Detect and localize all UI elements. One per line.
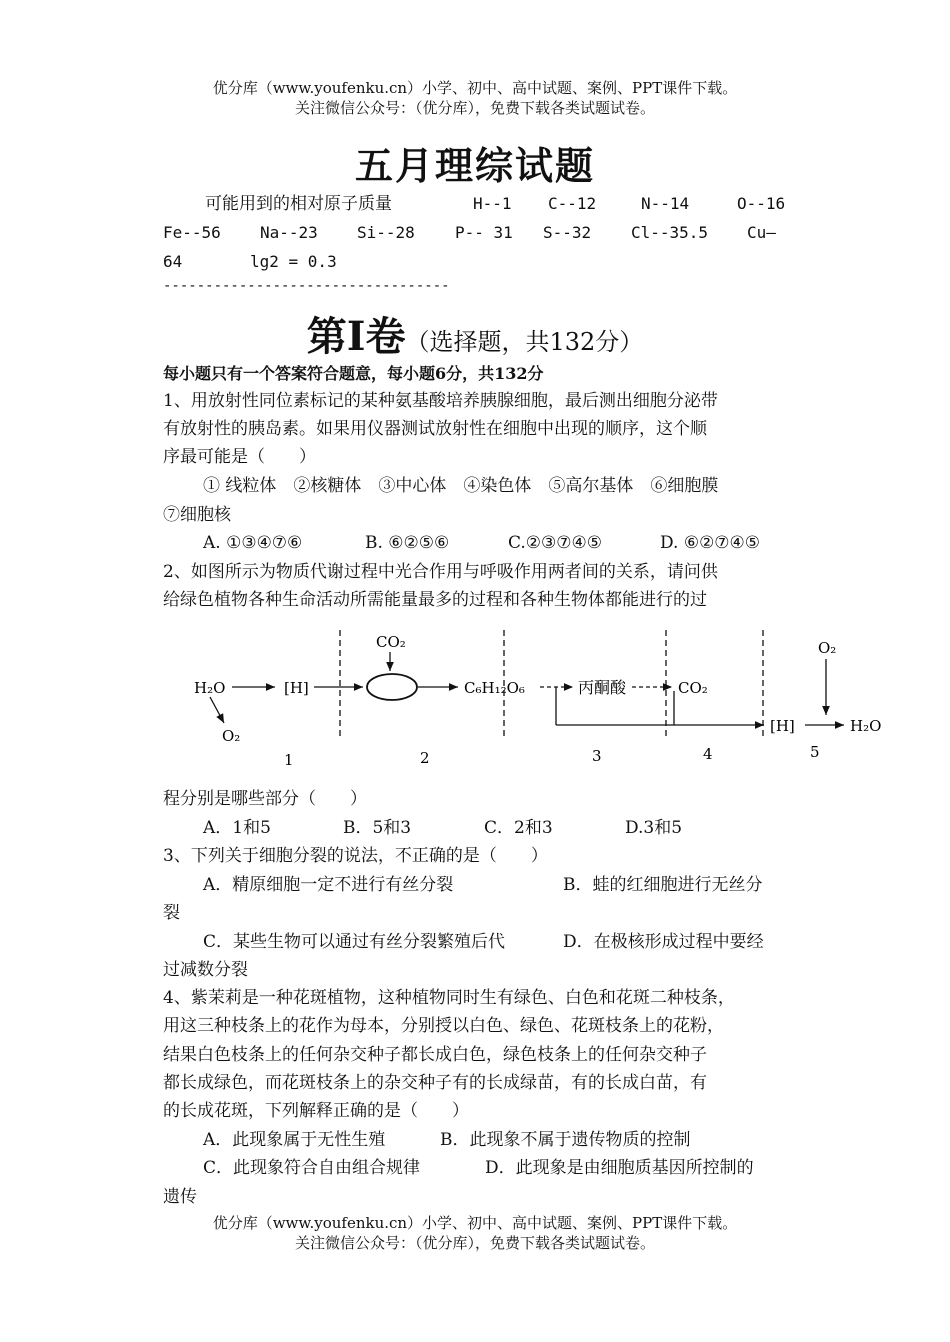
mass-fe: Fe--56: [163, 223, 221, 242]
q2-option-d: D.3和5: [625, 818, 683, 838]
q4-option-b: B．此现象不属于遗传物质的控制: [440, 1130, 691, 1150]
h-left: [H]: [284, 679, 309, 697]
mass-h: H--1: [473, 194, 512, 213]
q4-line-4: 都长成绿色，而花斑枝条上的杂交种子有的长成绿苗，有的长成白苗，有: [163, 1073, 707, 1093]
co2-right: CO₂: [678, 679, 708, 697]
q4-line-3: 结果白色枝条上的任何杂交种子都长成白色，绿色枝条上的任何杂交种子: [163, 1045, 707, 1065]
q3-option-d-wrap: 过减数分裂: [163, 960, 248, 980]
mass-cu-value: 64: [163, 252, 183, 271]
q2-option-a: A．1和5: [203, 818, 271, 838]
region-label-3: 3: [592, 747, 602, 765]
q2-option-b: B．5和3: [343, 818, 412, 838]
h2o-right: H₂O: [850, 717, 882, 735]
h2o-left: H₂O: [194, 679, 226, 697]
q1-items-line-2: ⑦细胞核: [163, 505, 231, 525]
q1-line-1: 1、用放射性同位素标记的某种氨基酸培养胰腺细胞，最后测出细胞分泌带: [163, 391, 718, 411]
footer-line-1: 优分库（www.youfenku.cn）小学、初中、高中试题、案例、PPT课件下载。: [212, 1214, 738, 1232]
mass-cl: Cl--35.5: [631, 223, 709, 242]
q2-line-2: 给绿色植物各种生命活动所需能量最多的过程和各种生物体都能进行的过: [163, 590, 707, 610]
q1-option-c: C.②③⑦④⑤: [508, 533, 603, 553]
section-heading: [0, 305, 950, 362]
mass-cu: Cu—: [747, 223, 776, 242]
region-label-5: 5: [810, 743, 820, 761]
q3-option-c: C．某些生物可以通过有丝分裂繁殖后代: [203, 932, 506, 952]
mass-na: Na--23: [260, 223, 318, 242]
q2-line-1: 2、如图所示为物质代谢过程中光合作用与呼吸作用两者间的关系，请问供: [163, 562, 718, 582]
header-line-2: 关注微信公众号：（优分库），免费下载各类试题试卷。: [294, 99, 655, 117]
q3-option-b-wrap: 裂: [163, 903, 180, 923]
q4-option-c: C．此现象符合自由组合规律: [203, 1158, 421, 1178]
q3-stem: 3、下列关于细胞分裂的说法，不正确的是（ ）: [163, 846, 548, 866]
q2-tail: 程分别是哪些部分（ ）: [163, 789, 367, 809]
footer-line-2: 关注微信公众号：（优分库），免费下载各类试题试卷。: [294, 1234, 655, 1252]
mass-p: P-- 31: [455, 223, 513, 242]
q4-option-d-wrap: 遗传: [163, 1187, 197, 1207]
region-label-4: 4: [703, 745, 713, 763]
q1-line-3: 序最可能是（ ）: [163, 447, 316, 467]
page-title: 五月理综试题: [354, 143, 595, 188]
q2-option-c: C．2和3: [484, 818, 553, 838]
q4-line-1: 4、紫茉莉是一种花斑植物，这种植物同时生有绿色、白色和花斑二种枝条，: [163, 988, 735, 1008]
metabolism-diagram: [180, 625, 900, 775]
q1-items-line-1: ① 线粒体 ②核糖体 ③中心体 ④染色体 ⑤高尔基体 ⑥细胞膜: [203, 476, 719, 496]
q4-line-2: 用这三种枝条上的花作为母本，分别授以白色、绿色、花斑枝条上的花粉，: [163, 1016, 724, 1036]
separator-line: ----------------------------------: [163, 278, 450, 294]
o2-left: O₂: [222, 727, 241, 745]
q4-line-5: 的长成花斑，下列解释正确的是（ ）: [163, 1101, 469, 1121]
q1-option-b: B. ⑥②⑤⑥: [365, 533, 450, 553]
q1-line-2: 有放射性的胰岛素。如果用仪器测试放射性在细胞中出现的顺序，这个顺: [163, 419, 707, 439]
mass-n: N--14: [641, 194, 690, 213]
header-line-1: 优分库（www.youfenku.cn）小学、初中、高中试题、案例、PPT课件下载。: [212, 79, 738, 97]
q3-option-a: A．精原细胞一定不进行有丝分裂: [203, 875, 454, 895]
instruction: 每小题只有一个答案符合题意，每小题6分，共132分: [163, 364, 544, 383]
co2-top: CO₂: [376, 633, 406, 651]
mass-s: S--32: [543, 223, 592, 242]
section-name: 第Ⅰ卷: [306, 313, 406, 360]
o2-right: O₂: [818, 639, 837, 657]
glucose: C₆H₁₂O₆: [464, 679, 525, 697]
q4-option-d: D．此现象是由细胞质基因所控制的: [485, 1158, 754, 1178]
lg2-value: lg2 = 0.3: [250, 252, 337, 271]
q3-option-d: D．在极核形成过程中要经: [563, 932, 764, 952]
region-label-2: 2: [420, 749, 430, 767]
h-right: [H]: [770, 717, 795, 735]
q3-option-b: B．蛙的红细胞进行无丝分: [563, 875, 763, 895]
q1-option-d: D. ⑥②⑦④⑤: [660, 533, 761, 553]
atomic-mass-intro: 可能用到的相对原子质量: [205, 194, 392, 214]
q1-option-a: A. ①③④⑦⑥: [203, 533, 303, 553]
q4-option-a: A．此现象属于无性生殖: [203, 1130, 386, 1150]
section-subtitle: （选择题，共132分）: [405, 328, 644, 356]
pyruvate: 丙酮酸: [578, 678, 627, 697]
mass-si: Si--28: [357, 223, 415, 242]
mass-o: O--16: [737, 194, 786, 213]
mass-c: C--12: [548, 194, 597, 213]
region-label-1: 1: [284, 751, 294, 769]
